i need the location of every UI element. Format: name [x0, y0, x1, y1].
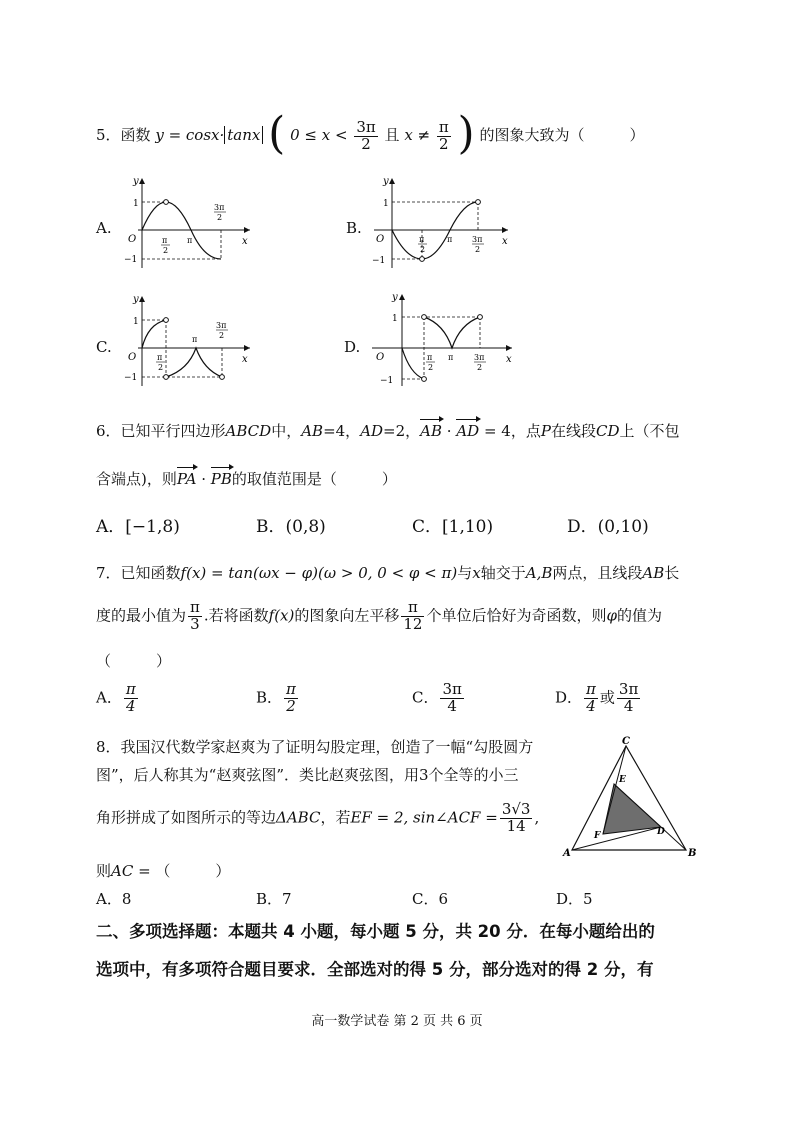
- section2-heading-line2: 选项中，有多项符合题目要求．全部选对的得 5 分，部分选对的得 2 分，有: [96, 960, 654, 979]
- svg-text:π: π: [419, 235, 425, 244]
- open-point: [476, 200, 481, 205]
- curve: [166, 348, 222, 377]
- q5-option-b[interactable]: B.: [346, 219, 362, 237]
- svg-text:x: x: [506, 354, 512, 365]
- svg-text:2: 2: [420, 245, 426, 254]
- q6-line1: 6．已知平行四边形ABCD中，AB=4，AD=2，AB · AD = 4，点P在线段CD上（不包: [96, 422, 680, 440]
- q7-line3: （ ）: [96, 652, 172, 670]
- svg-text:−1: −1: [380, 376, 394, 386]
- svg-text:−1: −1: [124, 255, 138, 265]
- svg-text:2: 2: [158, 363, 164, 372]
- svg-text:C: C: [622, 736, 630, 747]
- svg-text:O: O: [376, 234, 385, 245]
- svg-text:π: π: [448, 353, 454, 362]
- svg-text:2: 2: [477, 363, 483, 372]
- svg-text:O: O: [128, 352, 137, 363]
- svg-text:1: 1: [133, 317, 139, 327]
- graph-d: [366, 290, 518, 390]
- svg-text:B: B: [688, 848, 697, 859]
- svg-text:O: O: [376, 352, 385, 363]
- svg-text:2: 2: [217, 213, 223, 222]
- svg-text:O: O: [128, 234, 137, 245]
- open-point: [420, 257, 425, 262]
- svg-text:π: π: [162, 236, 168, 245]
- svg-text:x: x: [242, 354, 248, 365]
- svg-text:3π: 3π: [216, 321, 227, 330]
- svg-text:3π: 3π: [474, 353, 485, 362]
- q6-option-c[interactable]: C．[1,10): [412, 517, 494, 537]
- svg-text:1: 1: [392, 314, 398, 324]
- svg-text:2: 2: [219, 331, 225, 340]
- svg-text:2: 2: [428, 363, 434, 372]
- q6-option-a[interactable]: A．[−1,8): [96, 517, 180, 537]
- q7-line2: 度的最小值为 $\frac{\pi}{3}$ .若将函数f(x)的图象向左平移 $\frac{\pi}{12}$ 个单位后恰好为奇函数，则φ的值为: [96, 598, 663, 633]
- q6-option-b[interactable]: B．(0,8): [256, 517, 326, 537]
- svg-text:3π: 3π: [214, 203, 225, 212]
- q8-line3: 角形拼成了如图所示的等边ΔABC，若EF = 2, sin∠ACF = $\frac{3√3}{14}$ ,: [96, 800, 540, 835]
- open-point: [478, 315, 483, 320]
- q8-option-c[interactable]: C．6: [412, 890, 449, 908]
- q8-line4: 则AC = （ ）: [96, 862, 231, 880]
- svg-text:π: π: [187, 236, 193, 245]
- q5-option-a[interactable]: A.: [96, 219, 112, 237]
- svg-text:π: π: [192, 335, 198, 344]
- q8-option-d[interactable]: D．5: [556, 890, 593, 908]
- svg-text:π: π: [157, 353, 163, 362]
- svg-text:π: π: [447, 235, 453, 244]
- q8-line2: 图”，后人称其为“赵爽弦图”．类比赵爽弦图，用3个全等的小三: [96, 766, 519, 784]
- curve: [402, 348, 424, 379]
- open-point: [164, 200, 169, 205]
- graph-a: [118, 172, 258, 272]
- svg-text:F: F: [594, 831, 601, 841]
- q7-option-b[interactable]: B． $\frac{\pi}{2}$: [256, 680, 296, 715]
- q7-option-c[interactable]: C． $\frac{3\pi}{4}$: [412, 680, 462, 715]
- q8-line1: 8．我国汉代数学家赵爽为了证明勾股定理，创造了一幅“勾股圆方: [96, 738, 534, 756]
- q7-line1: 7．已知函数f(x) = tan(ωx − φ)(ω > 0, 0 < φ < π)与x轴交于A,B两点，且线段AB长: [96, 564, 680, 582]
- curve: [142, 320, 166, 348]
- svg-text:y: y: [133, 294, 139, 305]
- open-point: [220, 375, 225, 380]
- open-point: [422, 315, 427, 320]
- svg-text:3π: 3π: [472, 235, 483, 244]
- zhao-shuang-figure: [562, 734, 710, 860]
- section2-heading-line1: 二、多项选择题：本题共 4 小题，每小题 5 分，共 20 分．在每小题给出的: [96, 922, 655, 941]
- svg-text:−1: −1: [124, 373, 138, 383]
- open-point: [164, 375, 169, 380]
- curve: [424, 317, 480, 348]
- q5-stem: 5．函数 y = cosx· tanx ( 0 ≤ x < $\frac{3\pi}{2}$ 且 x ≠ $\frac{\pi}{2}$ ) 的图象大致为（ ）: [96, 108, 645, 159]
- q8-option-b[interactable]: B．7: [256, 890, 292, 908]
- page-footer: 高一数学试卷 第 2 页 共 6 页: [311, 1014, 483, 1029]
- svg-text:y: y: [133, 176, 139, 187]
- svg-text:2: 2: [163, 246, 169, 255]
- svg-text:−1: −1: [372, 256, 386, 266]
- q5-option-c[interactable]: C.: [96, 338, 112, 356]
- q7-option-d[interactable]: D． $\frac{\pi}{4}$ 或 $\frac{3\pi}{4}$: [555, 680, 639, 715]
- open-point: [422, 377, 427, 382]
- q6-line2: 含端点)，则PA · PB的取值范围是（ ）: [96, 470, 397, 488]
- svg-text:A: A: [563, 848, 571, 859]
- q6-option-d[interactable]: D．(0,10): [567, 517, 649, 537]
- svg-text:1: 1: [383, 199, 389, 209]
- svg-text:x: x: [502, 236, 508, 247]
- svg-text:D: D: [657, 827, 665, 837]
- graph-c: [118, 290, 258, 390]
- svg-text:x: x: [242, 236, 248, 247]
- svg-text:y: y: [392, 292, 398, 303]
- svg-text:2: 2: [475, 245, 481, 254]
- q5-option-d[interactable]: D.: [344, 338, 361, 356]
- svg-text:1: 1: [133, 199, 139, 209]
- open-point: [164, 318, 169, 323]
- q7-option-a[interactable]: A． $\frac{\pi}{4}$: [96, 680, 136, 715]
- svg-text:π: π: [427, 353, 433, 362]
- svg-text:E: E: [619, 775, 626, 785]
- svg-text:y: y: [383, 176, 389, 187]
- q8-option-a[interactable]: A．8: [96, 890, 132, 908]
- graph-b: [368, 172, 518, 272]
